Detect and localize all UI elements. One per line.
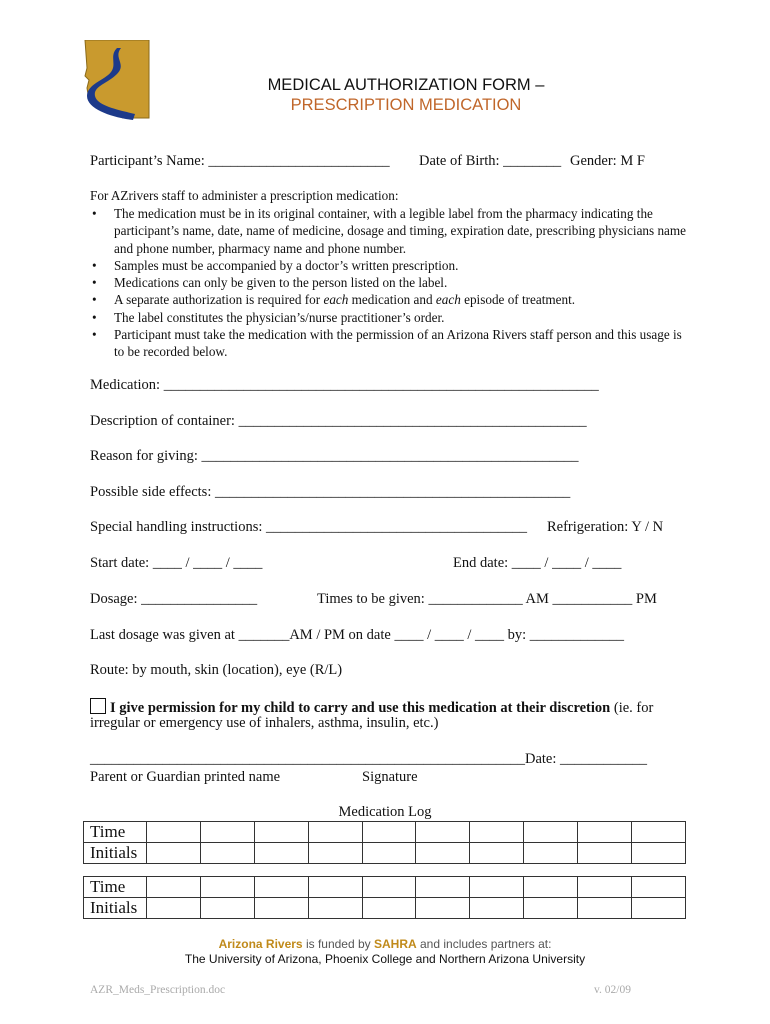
medication-log-title: Medication Log: [338, 804, 432, 820]
signature-label: Signature: [362, 769, 418, 785]
log-cell[interactable]: [147, 822, 201, 843]
log-cell[interactable]: [578, 843, 632, 864]
log-time-row: [84, 877, 686, 898]
log-cell[interactable]: [632, 843, 686, 864]
times-given-field[interactable]: Times to be given: _____________ AM ___________ PM: [317, 591, 657, 607]
log-cell[interactable]: [524, 898, 578, 919]
log-cell[interactable]: [147, 877, 201, 898]
log-cell[interactable]: [254, 877, 308, 898]
medication-field[interactable]: Medication: ____________________________________________________________: [90, 377, 599, 393]
log-cell[interactable]: [470, 877, 524, 898]
log-cell[interactable]: [416, 877, 470, 898]
special-handling-field[interactable]: Special handling instructions: ____________________________________: [90, 519, 527, 535]
medication-log-table-1: [83, 821, 686, 864]
rule-item: • Medications can only be given to the person listed on the label.: [90, 274, 690, 291]
footer-partners-line: The University of Arizona, Phoenix College and Northern Arizona University: [184, 952, 586, 966]
log-cell[interactable]: [308, 898, 362, 919]
log-cell[interactable]: [416, 898, 470, 919]
log-cell[interactable]: [254, 898, 308, 919]
log-cell[interactable]: [524, 877, 578, 898]
log-time-row: [84, 822, 686, 843]
log-cell[interactable]: [254, 822, 308, 843]
container-description-field[interactable]: Description of container: ________________________________________________: [90, 413, 587, 429]
rules-list: [90, 205, 690, 361]
footer-funded: is funded by: [302, 937, 374, 951]
date-of-birth-field[interactable]: Date of Birth: ________: [419, 153, 562, 169]
log-cell[interactable]: [524, 822, 578, 843]
log-cell[interactable]: [308, 877, 362, 898]
log-cell[interactable]: [632, 877, 686, 898]
permission-text-1: (ie. for: [610, 700, 654, 716]
footer-org: Arizona Rivers: [218, 937, 303, 951]
side-effects-field[interactable]: Possible side effects: _________________________________________________: [90, 484, 571, 500]
log-cell[interactable]: [470, 822, 524, 843]
log-cell[interactable]: [362, 822, 416, 843]
log-cell[interactable]: [200, 877, 254, 898]
footer-partners: and includes partners at:: [416, 937, 552, 951]
log-cell[interactable]: [416, 822, 470, 843]
log-cell[interactable]: [578, 877, 632, 898]
footer-funding: [0, 937, 770, 951]
log-cell[interactable]: [416, 843, 470, 864]
start-date-field[interactable]: Start date: ____ / ____ / ____: [90, 555, 263, 571]
log-cell[interactable]: [632, 822, 686, 843]
log-cell[interactable]: [362, 877, 416, 898]
end-date-field[interactable]: End date: ____ / ____ / ____: [453, 555, 622, 571]
medication-log-table-2: [83, 876, 686, 919]
rule-item: • Samples must be accompanied by a doctor’s written prescription.: [90, 257, 690, 274]
permission-text-2: irregular or emergency use of inhalers, asthma, insulin, etc.): [90, 715, 439, 731]
time-label: Time: [84, 877, 147, 898]
log-cell[interactable]: [362, 898, 416, 919]
rule-item: • The medication must be in its original container, with a legible label from the pharmacy indicating the participant’s name, date, name of medicine, dosage and timing, expiration date, prescribing physicians name and phone number, pharmacy name and phone number.: [90, 205, 690, 257]
log-cell[interactable]: [632, 898, 686, 919]
route-field: Route: by mouth, skin (location), eye (R/L): [90, 662, 343, 678]
initials-label: Initials: [84, 898, 147, 919]
rule-item: • The label constitutes the physician’s/nurse practitioner’s order.: [90, 309, 690, 326]
footer-sahra: SAHRA: [374, 937, 417, 951]
log-cell[interactable]: [147, 898, 201, 919]
log-cell[interactable]: [470, 898, 524, 919]
time-label: Time: [84, 822, 147, 843]
rules-intro: For AZrivers staff to administer a prescription medication:: [90, 188, 399, 203]
form-subtitle: PRESCRIPTION MEDICATION: [290, 96, 522, 114]
permission-bold-text: I give permission for my child to carry and use this medication at their discretion: [110, 700, 611, 716]
log-cell[interactable]: [308, 822, 362, 843]
last-dosage-field[interactable]: Last dosage was given at _______AM / PM on date ____ / ____ / ____ by: _____________: [90, 627, 625, 643]
log-cell[interactable]: [578, 822, 632, 843]
log-cell[interactable]: [200, 898, 254, 919]
gender-field[interactable]: Gender: M F: [570, 153, 645, 169]
log-cell[interactable]: [362, 843, 416, 864]
log-initials-row: [84, 843, 686, 864]
log-cell[interactable]: [524, 843, 578, 864]
log-cell[interactable]: [200, 843, 254, 864]
log-cell[interactable]: [254, 843, 308, 864]
reason-field[interactable]: Reason for giving: ____________________________________________________: [90, 448, 579, 464]
log-cell[interactable]: [470, 843, 524, 864]
log-cell[interactable]: [578, 898, 632, 919]
log-initials-row: [84, 898, 686, 919]
refrigeration-field[interactable]: Refrigeration: Y / N: [547, 519, 664, 535]
rule-item: • Participant must take the medication with the permission of an Arizona Rivers staff person and this usage is to be recorded below.: [90, 326, 690, 361]
guardian-name-label: Parent or Guardian printed name: [90, 769, 281, 785]
participant-name-field[interactable]: Participant’s Name: _________________________: [90, 153, 390, 169]
signature-line[interactable]: ____________________________________________________________Date: ____________: [90, 751, 648, 767]
permission-checkbox[interactable]: [90, 698, 106, 714]
document-version: v. 02/09: [594, 984, 631, 996]
log-cell[interactable]: [308, 843, 362, 864]
log-cell[interactable]: [200, 822, 254, 843]
document-filename: AZR_Meds_Prescription.doc: [90, 984, 226, 996]
dosage-field[interactable]: Dosage: ________________: [90, 591, 258, 607]
rule-item: • A separate authorization is required for each medication and each episode of treatment.: [90, 291, 690, 308]
initials-label: Initials: [84, 843, 147, 864]
log-cell[interactable]: [147, 843, 201, 864]
form-title: MEDICAL AUTHORIZATION FORM –: [267, 76, 545, 94]
